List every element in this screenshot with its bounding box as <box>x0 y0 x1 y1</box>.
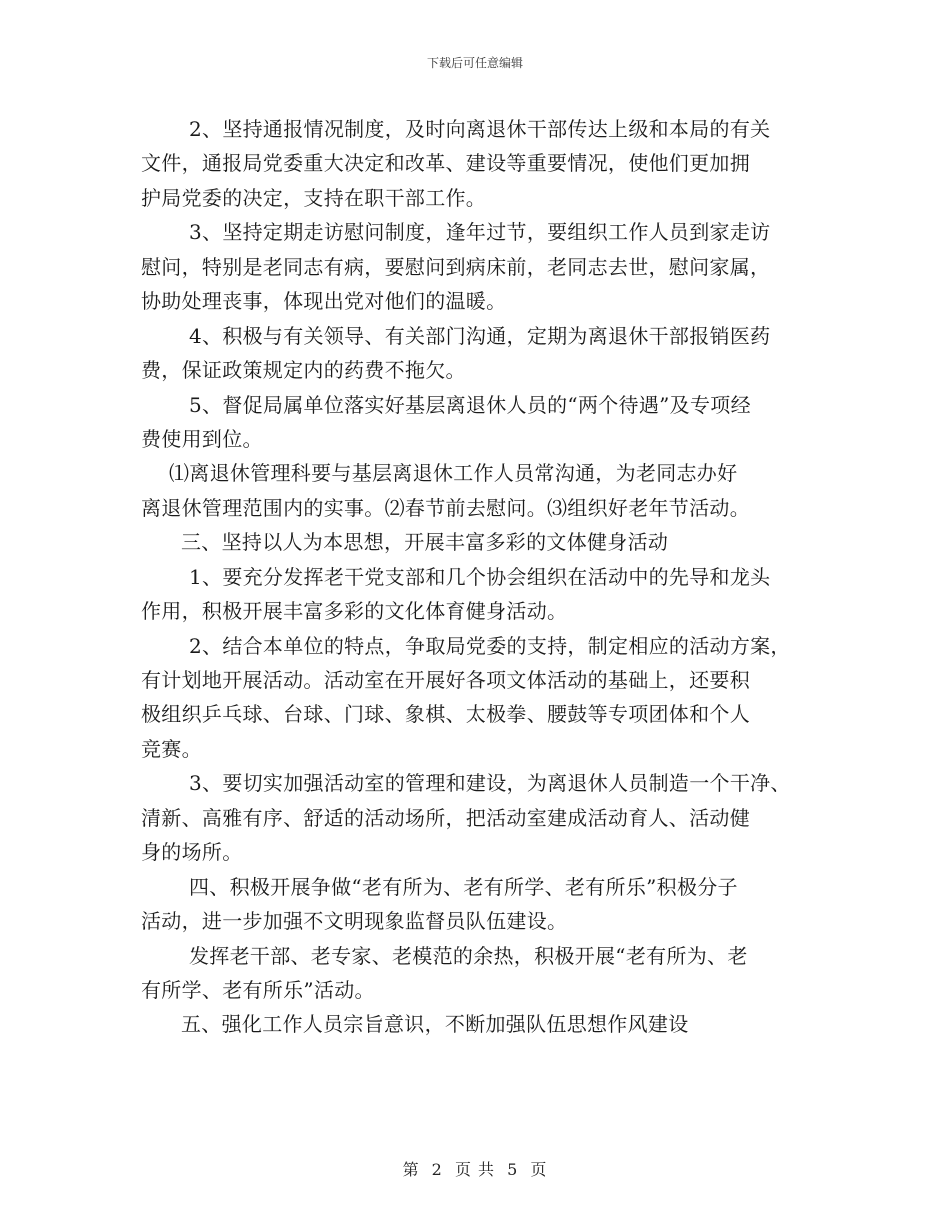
body-text-line: 清新、高雅有序、舒适的活动场所，把活动室建成活动育人、活动健 <box>141 805 750 830</box>
footer-suffix: 页 <box>530 1160 548 1179</box>
body-text-line: 活动，进一步加强不文明现象监督员队伍建设。 <box>141 909 568 934</box>
body-text-line: 发挥老干部、老专家、老模范的余热，积极开展“老有所为、老 <box>189 943 748 968</box>
body-text-line: 身的场所。 <box>141 840 243 865</box>
body-text-line: 五、强化工作人员宗旨意识，不断加强队伍思想作风建设 <box>181 1012 689 1037</box>
body-text-line: 费使用到位。 <box>141 426 263 451</box>
footer-middle: 页 共 <box>454 1160 496 1179</box>
body-text-line: 作用，积极开展丰富多彩的文化体育健身活动。 <box>141 599 568 624</box>
body-text-line: 竞赛。 <box>141 736 202 761</box>
body-text-line: 有所学、老有所乐”活动。 <box>141 977 375 1002</box>
document-body <box>141 112 811 1042</box>
body-text-line: 4、积极与有关领导、有关部门沟通，定期为离退休干部报销医药 <box>189 323 771 348</box>
body-text-line: 协助处理丧事，体现出党对他们的温暖。 <box>141 289 507 314</box>
body-text-line: 3、要切实加强活动室的管理和建设，为离退休人员制造一个干净、 <box>189 771 791 796</box>
body-text-line: 离退休管理范围内的实事。⑵春节前去慰问。⑶组织好老年节活动。 <box>141 495 750 520</box>
body-text-line: 文件，通报局党委重大决定和改革、建设等重要情况，使他们更加拥 <box>141 151 750 176</box>
body-text-line: ⑴离退休管理科要与基层离退休工作人员常沟通，为老同志办好 <box>169 461 738 486</box>
body-text-line: 5、督促局属单位落实好基层离退休人员的“两个待遇”及专项经 <box>189 392 751 417</box>
body-text-line: 极组织乒乓球、台球、门球、象棋、太极拳、腰鼓等专项团体和个人 <box>141 702 750 727</box>
footer-total-pages: 5 <box>507 1160 519 1179</box>
body-text-line: 2、结合本单位的特点，争取局党委的支持，制定相应的活动方案， <box>189 633 791 658</box>
footer-prefix: 第 <box>402 1160 420 1179</box>
body-text-line: 3、坚持定期走访慰问制度，逢年过节，要组织工作人员到家走访 <box>189 220 771 245</box>
body-text-line: 费，保证政策规定内的药费不拖欠。 <box>141 358 466 383</box>
body-text-line: 慰问，特别是老同志有病，要慰问到病床前，老同志去世，慰问家属， <box>141 254 771 279</box>
body-text-line: 三、坚持以人为本思想，开展丰富多彩的文体健身活动 <box>181 530 669 555</box>
body-text-line: 1、要充分发挥老干党支部和几个协会组织在活动中的先导和龙头 <box>189 564 771 589</box>
body-text-line: 四、积极开展争做“老有所为、老有所学、老有所乐”积极分子 <box>189 874 738 899</box>
page-footer <box>0 1157 950 1180</box>
footer-page-number: 2 <box>431 1160 443 1179</box>
page-header-note: 下载后可任意编辑 <box>426 56 523 70</box>
body-text-line: 有计划地开展活动。活动室在开展好各项文体活动的基础上，还要积 <box>141 668 750 692</box>
body-text-line: 2、坚持通报情况制度，及时向离退休干部传达上级和本局的有关 <box>189 117 771 141</box>
body-text-line: 护局党委的决定，支持在职干部工作。 <box>141 185 487 210</box>
